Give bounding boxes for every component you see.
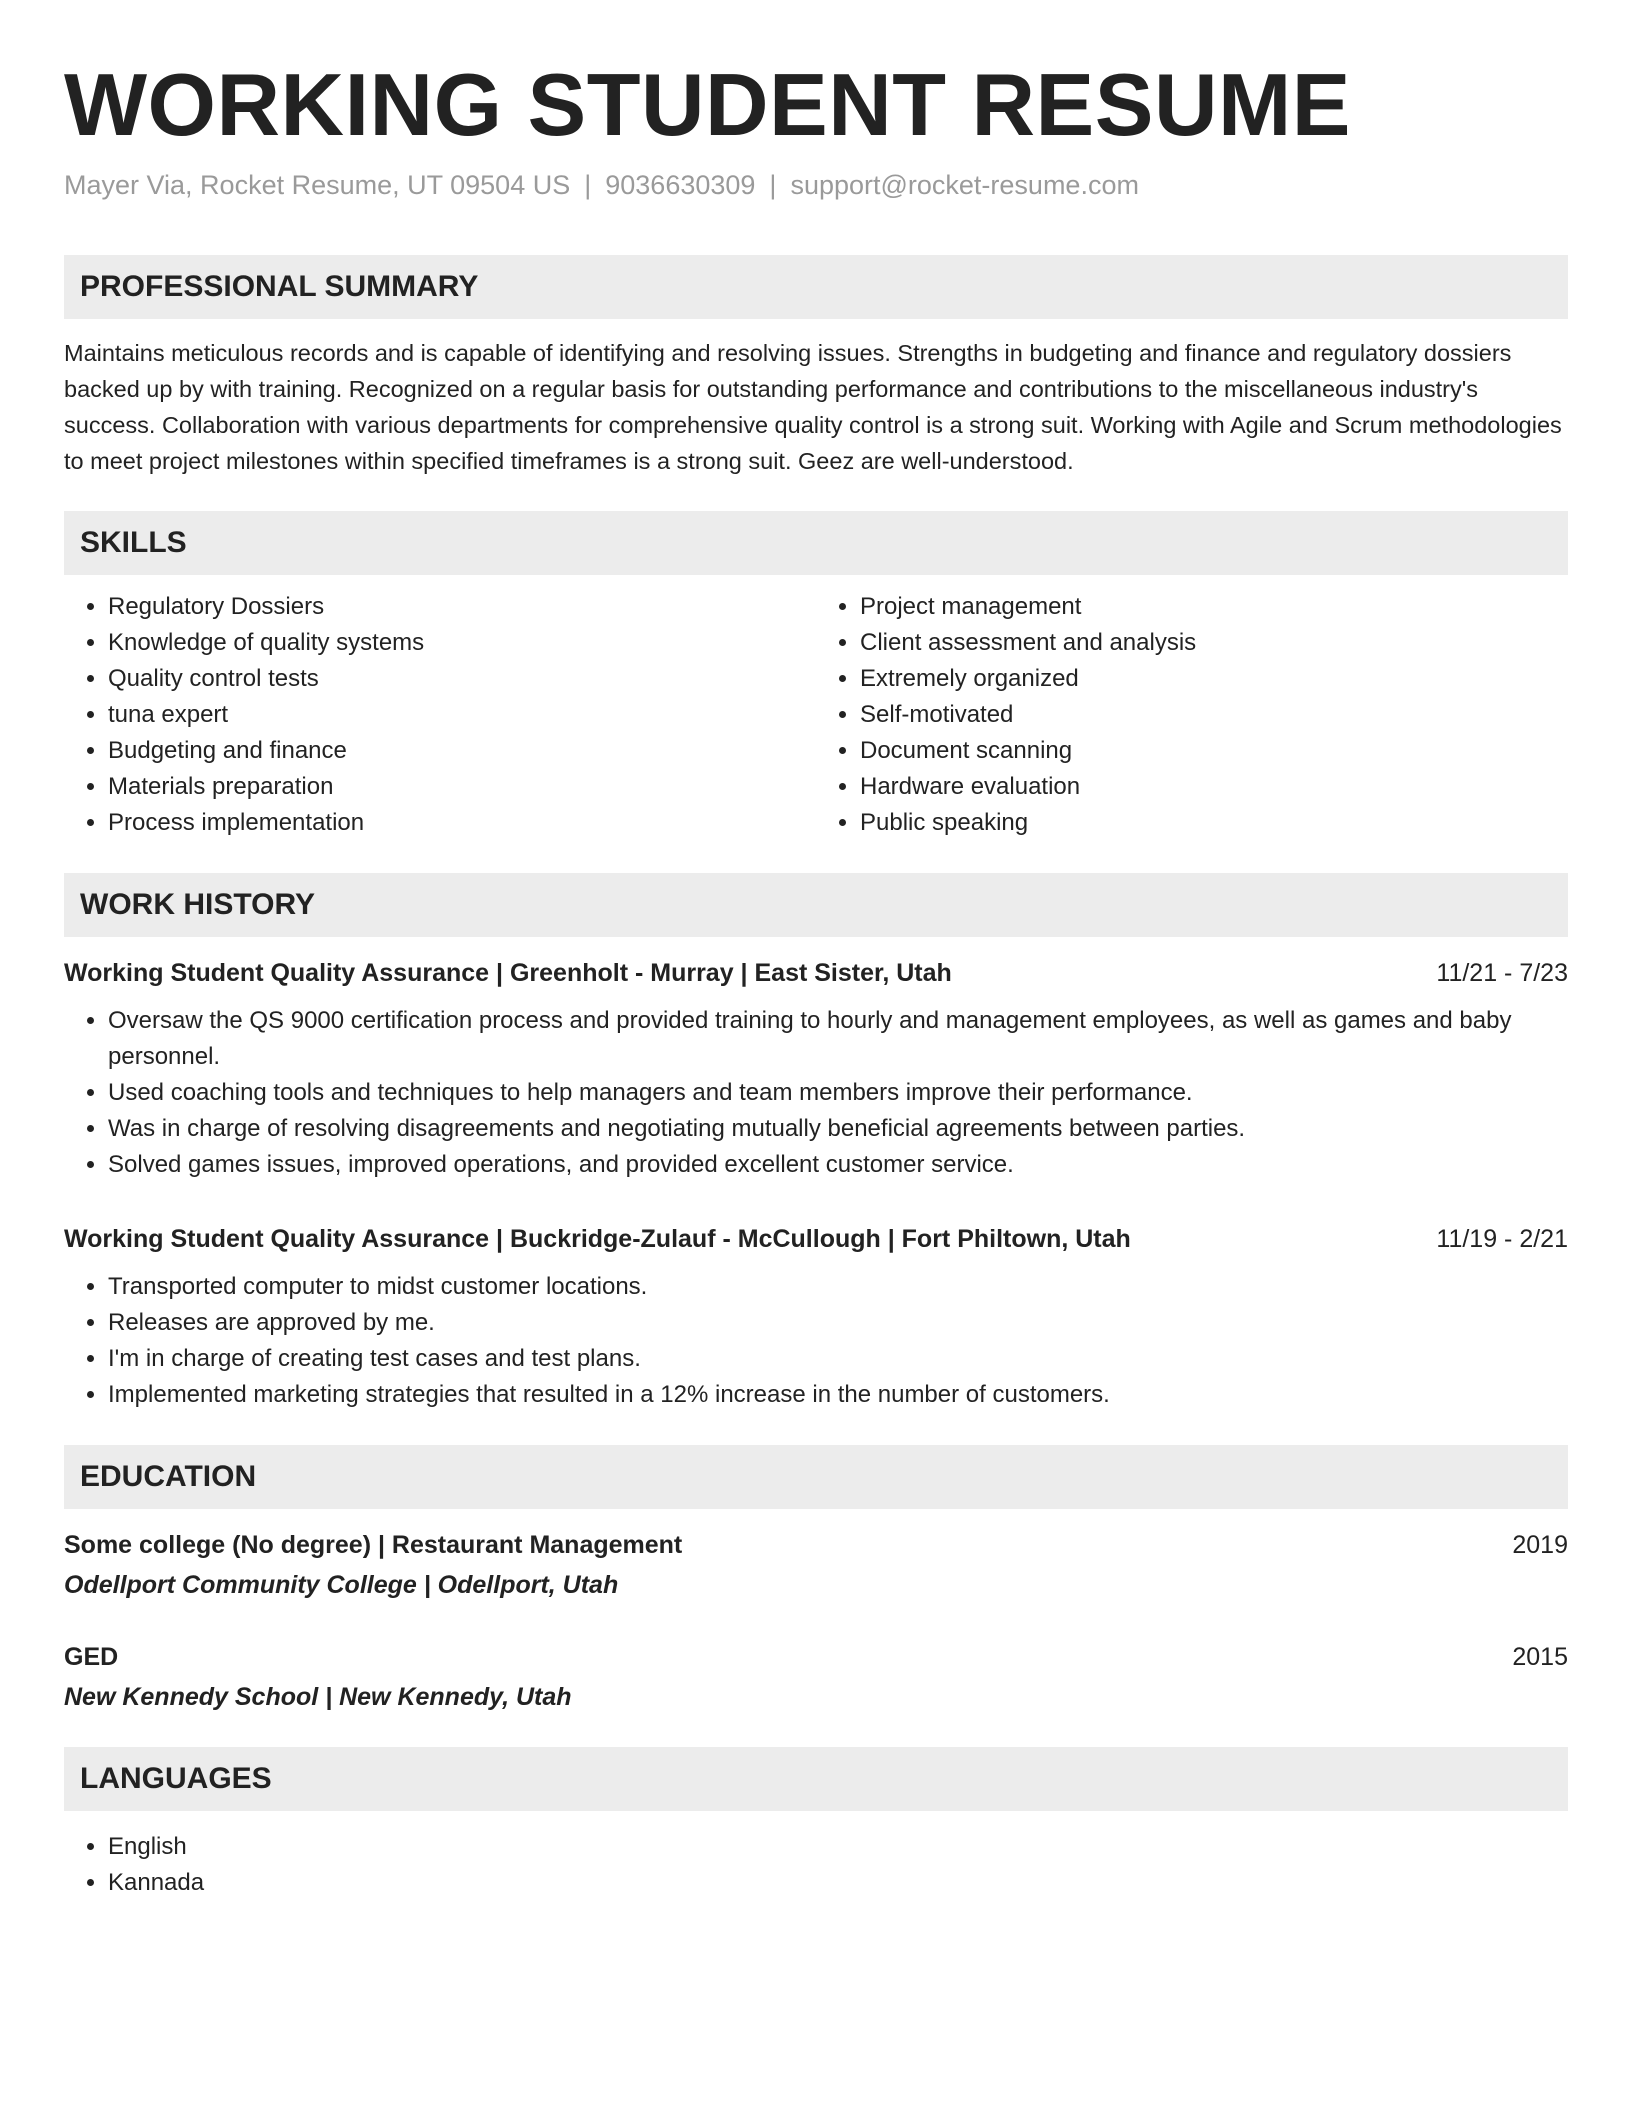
skill-item: • Hardware evaluation [860, 769, 1568, 805]
skill-item: • Knowledge of quality systems [108, 625, 816, 661]
contact-separator: | [769, 169, 777, 200]
job-entry [64, 1221, 1568, 1413]
resume-title: WORKING STUDENT RESUME [64, 55, 1351, 154]
section-header-summary: PROFESSIONAL SUMMARY [64, 255, 1568, 319]
skill-item: • Extremely organized [860, 661, 1568, 697]
job-bullet: • Implemented marketing strategies that resulted in a 12% increase in the number of customers. [108, 1377, 1568, 1413]
skill-item: • Budgeting and finance [108, 733, 816, 769]
education-degree: Some college (No degree) | Restaurant Management [64, 1530, 683, 1559]
contact-phone: 9036630309 [605, 169, 756, 200]
education-school: Odellport Community College | Odellport, Utah [64, 1570, 619, 1599]
skill-item: • Public speaking [860, 805, 1568, 841]
job-bullets [64, 1269, 1568, 1413]
skill-item: • Client assessment and analysis [860, 625, 1568, 661]
skill-item: • Materials preparation [108, 769, 816, 805]
contact-email: support@rocket-resume.com [790, 169, 1139, 200]
job-bullet: • Releases are approved by me. [108, 1305, 1568, 1341]
summary-text: Maintains meticulous records and is capable of identifying and resolving issues. Strengths in budgeting and finance and regulatory dossiers backed up by with training. Recognized on a regular basis for outstanding performance and contributions to the miscellaneous industry's success. Collaboration with various departments for comprehensive quality control is a strong suit. Working with Agile and Scrum methodologies to meet project milestones within specified timeframes is a strong suit. Geez are well-understood. [64, 339, 1562, 474]
skill-item: • Process implementation [108, 805, 816, 841]
job-dates: 11/19 - 2/21 [1436, 1224, 1568, 1253]
job-title: Working Student Quality Assurance | Buckridge-Zulauf - McCullough | Fort Philtown, Utah [64, 1224, 1131, 1253]
job-bullets [64, 1003, 1568, 1183]
education-header [64, 1527, 1568, 1563]
section-header-languages: LANGUAGES [64, 1747, 1568, 1811]
education-entry [64, 1527, 1568, 1603]
job-dates: 11/21 - 7/23 [1436, 958, 1568, 987]
language-item: • Kannada [108, 1865, 1568, 1901]
education-header [64, 1639, 1568, 1675]
job-title: Working Student Quality Assurance | Greenholt - Murray | East Sister, Utah [64, 958, 952, 987]
job-header [64, 955, 1568, 991]
contact-address: Mayer Via, Rocket Resume, UT 09504 US [64, 169, 571, 200]
language-item: • English [108, 1829, 1568, 1865]
education-degree: GED [64, 1642, 119, 1671]
education-entry [64, 1639, 1568, 1715]
section-header-education: EDUCATION [64, 1445, 1568, 1509]
skill-item: • tuna expert [108, 697, 816, 733]
job-bullet: • Solved games issues, improved operations, and provided excellent customer service. [108, 1147, 1568, 1183]
section-header-skills: SKILLS [64, 511, 1568, 575]
education-year: 2019 [1512, 1530, 1568, 1559]
job-header [64, 1221, 1568, 1257]
education-school: New Kennedy School | New Kennedy, Utah [64, 1682, 572, 1711]
education-year: 2015 [1512, 1642, 1568, 1671]
skills-column-left [64, 589, 816, 841]
job-entry [64, 955, 1568, 1183]
job-bullet: • Was in charge of resolving disagreements and negotiating mutually beneficial agreements between parties. [108, 1111, 1568, 1147]
contact-line [64, 168, 1568, 203]
contact-separator: | [584, 169, 592, 200]
job-bullet: • I'm in charge of creating test cases and test plans. [108, 1341, 1568, 1377]
skill-item: • Document scanning [860, 733, 1568, 769]
skill-item: • Project management [860, 589, 1568, 625]
skill-item: • Regulatory Dossiers [108, 589, 816, 625]
skills-column-right [816, 589, 1568, 841]
job-bullet: • Transported computer to midst customer locations. [108, 1269, 1568, 1305]
job-bullet: • Oversaw the QS 9000 certification process and provided training to hourly and management employees, as well as games and baby personnel. [108, 1003, 1568, 1075]
job-bullet: • Used coaching tools and techniques to help managers and team members improve their performance. [108, 1075, 1568, 1111]
skill-item: • Quality control tests [108, 661, 816, 697]
section-header-work-history: WORK HISTORY [64, 873, 1568, 937]
skill-item: • Self-motivated [860, 697, 1568, 733]
languages-list [64, 1829, 1568, 1901]
skills-grid [64, 589, 1568, 841]
